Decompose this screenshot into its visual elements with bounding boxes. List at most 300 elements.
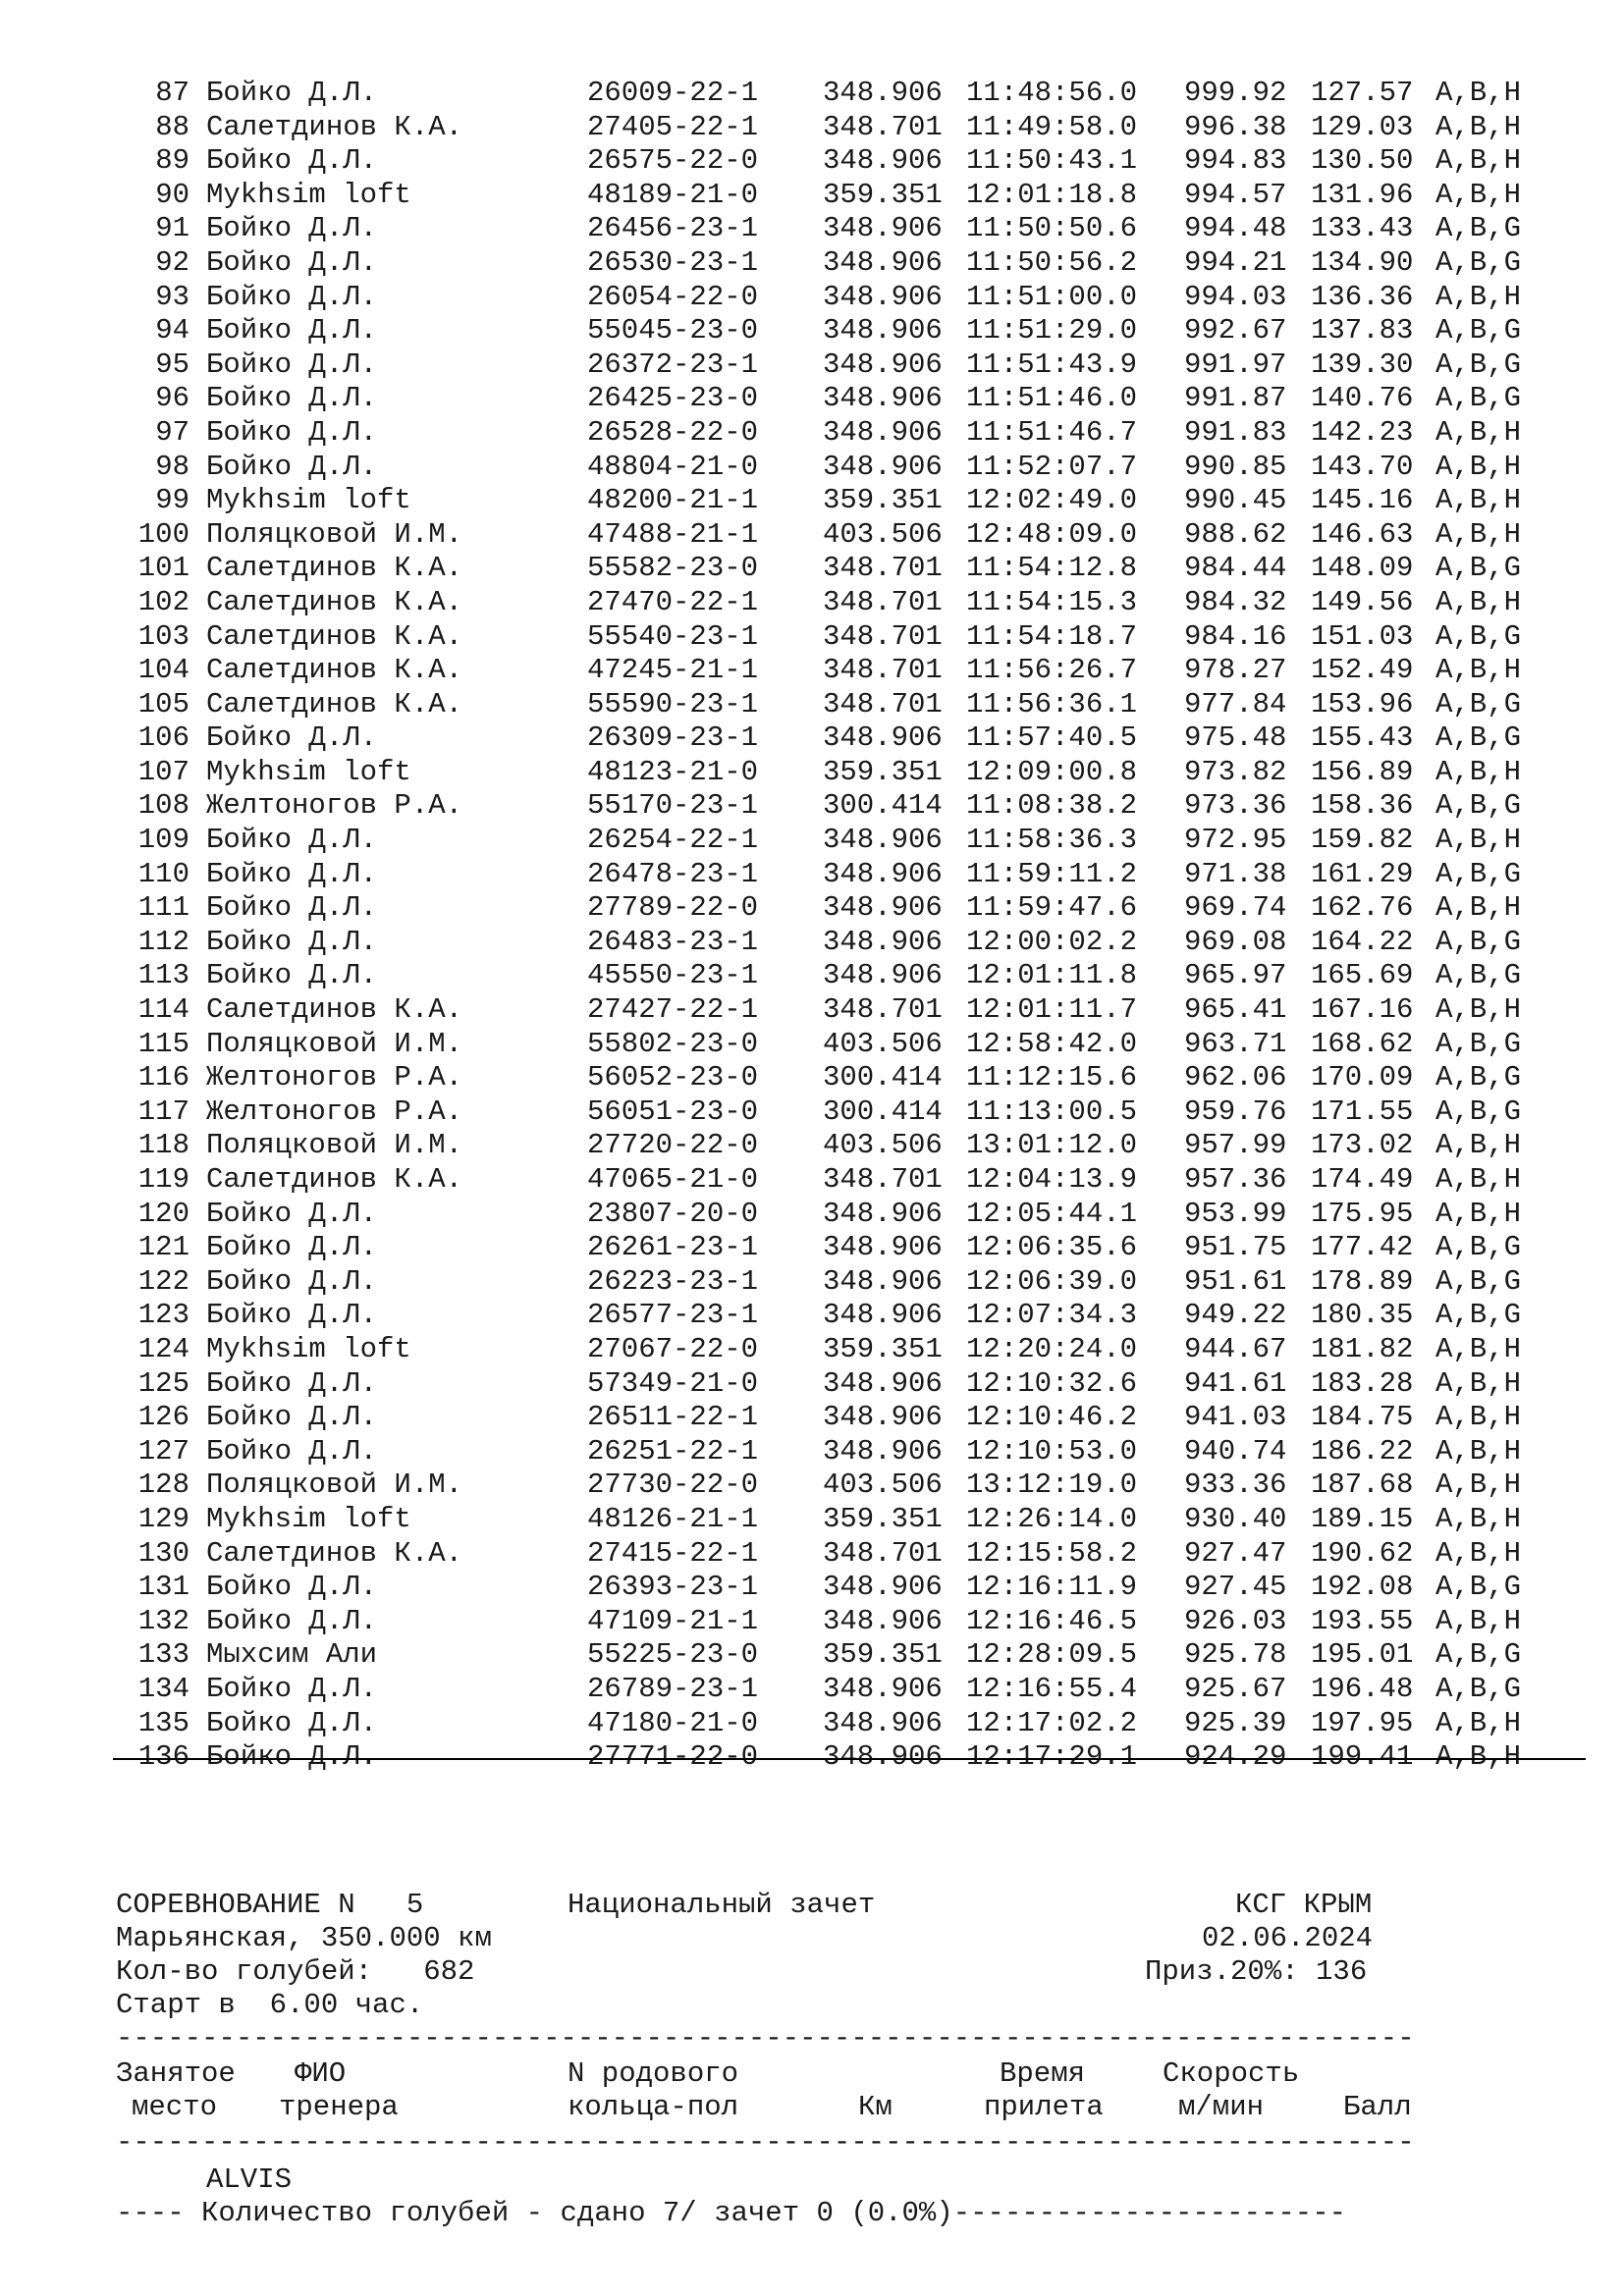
table-row bbox=[0, 1638, 1624, 1673]
cell-km: 348.906 bbox=[823, 1197, 943, 1230]
cell-speed: 944.67 bbox=[1184, 1332, 1287, 1365]
bird-count: Кол-во голубей: 682 bbox=[116, 1955, 475, 1988]
cell-time: 12:05:44.1 bbox=[966, 1197, 1138, 1230]
cell-name: Бойко Д.Л. bbox=[206, 415, 378, 449]
table-row bbox=[0, 348, 1624, 383]
cell-points: 184.75 bbox=[1311, 1401, 1414, 1434]
cell-cat: A,B,G bbox=[1435, 1638, 1522, 1672]
table-row bbox=[0, 959, 1624, 993]
cell-km: 348.906 bbox=[823, 245, 943, 279]
cell-points: 130.50 bbox=[1311, 144, 1414, 178]
cell-time: 12:06:39.0 bbox=[966, 1264, 1138, 1298]
cell-speed: 990.85 bbox=[1184, 450, 1287, 483]
cell-time: 12:01:18.8 bbox=[966, 178, 1138, 211]
cell-cat: A,B,G bbox=[1435, 552, 1522, 585]
table-row bbox=[0, 1129, 1624, 1163]
table-row bbox=[0, 1707, 1624, 1741]
cell-place: 96 bbox=[155, 382, 189, 415]
cell-cat: A,B,G bbox=[1435, 1061, 1522, 1095]
cell-speed: 957.99 bbox=[1184, 1129, 1287, 1162]
cell-km: 348.701 bbox=[823, 110, 943, 143]
cell-ring: 55540-23-1 bbox=[587, 619, 759, 653]
cell-points: 134.90 bbox=[1311, 245, 1414, 279]
cell-cat: A,B,H bbox=[1435, 1129, 1522, 1162]
cell-ring: 56052-23-0 bbox=[587, 1061, 759, 1095]
cell-km: 300.414 bbox=[823, 1095, 943, 1128]
cell-cat: A,B,G bbox=[1435, 1672, 1522, 1705]
table-row bbox=[0, 1095, 1624, 1130]
cell-ring: 27789-22-0 bbox=[587, 891, 759, 925]
cell-place: 126 bbox=[137, 1401, 189, 1434]
cell-speed: 951.75 bbox=[1184, 1231, 1287, 1264]
cell-points: 149.56 bbox=[1311, 585, 1414, 618]
cell-speed: 963.71 bbox=[1184, 1027, 1287, 1060]
cell-ring: 26223-23-1 bbox=[587, 1264, 759, 1298]
cell-time: 12:20:24.0 bbox=[966, 1332, 1138, 1365]
cell-time: 12:10:46.2 bbox=[966, 1401, 1138, 1434]
cell-ring: 45550-23-1 bbox=[587, 959, 759, 992]
cell-points: 139.30 bbox=[1311, 347, 1414, 381]
cell-time: 12:17:29.1 bbox=[966, 1740, 1138, 1774]
table-row bbox=[0, 891, 1624, 926]
cell-time: 12:04:13.9 bbox=[966, 1163, 1138, 1196]
cell-ring: 26054-22-0 bbox=[587, 280, 759, 313]
cell-km: 348.701 bbox=[823, 687, 943, 721]
cell-time: 11:51:43.9 bbox=[966, 347, 1138, 381]
cell-ring: 48200-21-1 bbox=[587, 484, 759, 517]
cell-cat: A,B,H bbox=[1435, 1434, 1522, 1468]
cell-points: 161.29 bbox=[1311, 857, 1414, 890]
cell-place: 98 bbox=[155, 450, 189, 483]
cell-speed: 941.03 bbox=[1184, 1401, 1287, 1434]
cell-speed: 949.22 bbox=[1184, 1299, 1287, 1332]
cell-name: Бойко Д.Л. bbox=[206, 1706, 378, 1739]
cell-speed: 962.06 bbox=[1184, 1061, 1287, 1095]
cell-name: Салетдинов К.А. bbox=[206, 110, 463, 143]
table-row bbox=[0, 451, 1624, 485]
cell-place: 122 bbox=[137, 1264, 189, 1298]
cell-ring: 26456-23-1 bbox=[587, 212, 759, 245]
table-row bbox=[0, 1571, 1624, 1605]
cell-points: 133.43 bbox=[1311, 212, 1414, 245]
cell-place: 107 bbox=[137, 755, 189, 788]
cell-points: 192.08 bbox=[1311, 1571, 1414, 1604]
cell-points: 171.55 bbox=[1311, 1095, 1414, 1128]
cell-km: 348.906 bbox=[823, 857, 943, 890]
cell-place: 106 bbox=[137, 721, 189, 755]
cell-ring: 27067-22-0 bbox=[587, 1332, 759, 1365]
cell-cat: A,B,G bbox=[1435, 959, 1522, 992]
cell-ring: 27470-22-1 bbox=[587, 585, 759, 618]
cell-ring: 27771-22-0 bbox=[587, 1740, 759, 1774]
cell-place: 104 bbox=[137, 654, 189, 687]
cell-time: 13:12:19.0 bbox=[966, 1468, 1138, 1502]
table-row bbox=[0, 858, 1624, 892]
cell-cat: A,B,H bbox=[1435, 110, 1522, 143]
cell-ring: 26511-22-1 bbox=[587, 1401, 759, 1434]
cell-place: 112 bbox=[137, 925, 189, 958]
cell-name: Бойко Д.Л. bbox=[206, 1366, 378, 1400]
cell-speed: 978.27 bbox=[1184, 654, 1287, 687]
cell-name: Mykhsim loft bbox=[206, 484, 411, 517]
cell-cat: A,B,H bbox=[1435, 993, 1522, 1027]
cell-ring: 56051-23-0 bbox=[587, 1095, 759, 1128]
results-table bbox=[0, 77, 1624, 1775]
cell-time: 11:13:00.5 bbox=[966, 1095, 1138, 1128]
cell-km: 348.906 bbox=[823, 1299, 943, 1332]
cell-time: 12:16:55.4 bbox=[966, 1672, 1138, 1705]
cell-ring: 47109-21-1 bbox=[587, 1604, 759, 1637]
cell-cat: A,B,G bbox=[1435, 382, 1522, 415]
cell-name: Салетдинов К.А. bbox=[206, 654, 463, 687]
cell-time: 11:51:29.0 bbox=[966, 314, 1138, 347]
cell-name: Бойко Д.Л. bbox=[206, 1231, 378, 1264]
cell-place: 135 bbox=[137, 1706, 189, 1739]
cell-name: Бойко Д.Л. bbox=[206, 824, 378, 857]
cell-time: 12:16:46.5 bbox=[966, 1604, 1138, 1637]
cell-name: Салетдинов К.А. bbox=[206, 993, 463, 1027]
cell-speed: 984.32 bbox=[1184, 585, 1287, 618]
cell-place: 93 bbox=[155, 280, 189, 313]
cell-place: 116 bbox=[137, 1061, 189, 1095]
cell-ring: 47488-21-1 bbox=[587, 517, 759, 551]
cell-ring: 48123-21-0 bbox=[587, 755, 759, 788]
table-row bbox=[0, 993, 1624, 1028]
cell-ring: 26483-23-1 bbox=[587, 925, 759, 958]
cell-name: Салетдинов К.А. bbox=[206, 1536, 463, 1570]
cell-name: Бойко Д.Л. bbox=[206, 1299, 378, 1332]
cell-km: 300.414 bbox=[823, 1061, 943, 1095]
cell-name: Салетдинов К.А. bbox=[206, 687, 463, 721]
col-ring-label: N родового bbox=[568, 2057, 739, 2090]
cell-points: 193.55 bbox=[1311, 1604, 1414, 1637]
cell-ring: 26575-22-0 bbox=[587, 144, 759, 178]
cell-ring: 26789-23-1 bbox=[587, 1672, 759, 1705]
cell-km: 403.506 bbox=[823, 1129, 943, 1162]
cell-name: Бойко Д.Л. bbox=[206, 1604, 378, 1637]
cell-speed: 925.67 bbox=[1184, 1672, 1287, 1705]
cell-speed: 996.38 bbox=[1184, 110, 1287, 143]
cell-cat: A,B,G bbox=[1435, 245, 1522, 279]
cell-km: 359.351 bbox=[823, 1638, 943, 1672]
table-row bbox=[0, 688, 1624, 722]
cell-speed: 969.08 bbox=[1184, 925, 1287, 958]
cell-km: 348.906 bbox=[823, 721, 943, 755]
cell-points: 197.95 bbox=[1311, 1706, 1414, 1739]
cell-place: 101 bbox=[137, 552, 189, 585]
table-row bbox=[0, 552, 1624, 586]
cell-points: 155.43 bbox=[1311, 721, 1414, 755]
cell-place: 123 bbox=[137, 1299, 189, 1332]
cell-ring: 26478-23-1 bbox=[587, 857, 759, 890]
table-row bbox=[0, 281, 1624, 315]
cell-ring: 26530-23-1 bbox=[587, 245, 759, 279]
cell-place: 129 bbox=[137, 1502, 189, 1535]
cell-cat: A,B,H bbox=[1435, 484, 1522, 517]
cell-points: 174.49 bbox=[1311, 1163, 1414, 1196]
cell-speed: 984.44 bbox=[1184, 552, 1287, 585]
cell-place: 118 bbox=[137, 1129, 189, 1162]
cell-cat: A,B,G bbox=[1435, 1095, 1522, 1128]
cell-name: Бойко Д.Л. bbox=[206, 450, 378, 483]
cell-time: 11:51:00.0 bbox=[966, 280, 1138, 313]
cell-time: 12:16:11.9 bbox=[966, 1571, 1138, 1604]
cell-points: 173.02 bbox=[1311, 1129, 1414, 1162]
cell-km: 348.906 bbox=[823, 144, 943, 178]
cell-km: 348.906 bbox=[823, 1434, 943, 1468]
cell-time: 12:00:02.2 bbox=[966, 925, 1138, 958]
cell-time: 11:12:15.6 bbox=[966, 1061, 1138, 1095]
organization: КСГ КРЫМ bbox=[1235, 1889, 1373, 1921]
cell-km: 348.701 bbox=[823, 619, 943, 653]
table-row bbox=[0, 1265, 1624, 1300]
cell-name: Бойко Д.Л. bbox=[206, 891, 378, 925]
cell-ring: 55582-23-0 bbox=[587, 552, 759, 585]
table-row bbox=[0, 586, 1624, 620]
cell-cat: A,B,H bbox=[1435, 144, 1522, 178]
cell-points: 136.36 bbox=[1311, 280, 1414, 313]
cell-speed: 994.83 bbox=[1184, 144, 1287, 178]
cell-time: 11:56:36.1 bbox=[966, 687, 1138, 721]
table-row bbox=[0, 926, 1624, 960]
cell-points: 127.57 bbox=[1311, 77, 1414, 109]
cell-ring: 55802-23-0 bbox=[587, 1027, 759, 1060]
cell-speed: 991.87 bbox=[1184, 382, 1287, 415]
cell-points: 129.03 bbox=[1311, 110, 1414, 143]
cell-name: Бойко Д.Л. bbox=[206, 280, 378, 313]
cell-speed: 990.45 bbox=[1184, 484, 1287, 517]
cell-time: 12:07:34.3 bbox=[966, 1299, 1138, 1332]
cell-points: 195.01 bbox=[1311, 1638, 1414, 1672]
table-row bbox=[0, 1198, 1624, 1232]
cell-speed: 969.74 bbox=[1184, 891, 1287, 925]
cell-speed: 940.74 bbox=[1184, 1434, 1287, 1468]
cell-place: 87 bbox=[155, 77, 189, 109]
cell-name: Мыхсим Али bbox=[206, 1638, 378, 1672]
table-row bbox=[0, 824, 1624, 858]
cell-time: 11:51:46.7 bbox=[966, 415, 1138, 449]
cell-place: 125 bbox=[137, 1366, 189, 1400]
cell-points: 146.63 bbox=[1311, 517, 1414, 551]
cell-km: 300.414 bbox=[823, 789, 943, 823]
cell-place: 97 bbox=[155, 415, 189, 449]
cell-place: 103 bbox=[137, 619, 189, 653]
cell-points: 175.95 bbox=[1311, 1197, 1414, 1230]
cell-cat: A,B,G bbox=[1435, 721, 1522, 755]
cell-ring: 55045-23-0 bbox=[587, 314, 759, 347]
cell-km: 348.906 bbox=[823, 280, 943, 313]
cell-cat: A,B,G bbox=[1435, 857, 1522, 890]
cell-cat: A,B,H bbox=[1435, 1468, 1522, 1502]
cell-km: 348.701 bbox=[823, 654, 943, 687]
table-row bbox=[0, 77, 1624, 111]
cell-cat: A,B,H bbox=[1435, 77, 1522, 109]
cell-cat: A,B,H bbox=[1435, 891, 1522, 925]
cell-cat: A,B,H bbox=[1435, 1163, 1522, 1196]
cell-speed: 959.76 bbox=[1184, 1095, 1287, 1128]
cell-time: 11:50:56.2 bbox=[966, 245, 1138, 279]
cell-name: Поляцковой И.М. bbox=[206, 1027, 463, 1060]
cell-ring: 48126-21-1 bbox=[587, 1502, 759, 1535]
cell-time: 11:57:40.5 bbox=[966, 721, 1138, 755]
cell-place: 90 bbox=[155, 178, 189, 211]
cell-cat: A,B,G bbox=[1435, 212, 1522, 245]
cell-points: 164.22 bbox=[1311, 925, 1414, 958]
competition-number: СОРЕВНОВАНИЕ N 5 bbox=[116, 1889, 424, 1921]
cell-ring: 57349-21-0 bbox=[587, 1366, 759, 1400]
cell-name: Бойко Д.Л. bbox=[206, 721, 378, 755]
cell-speed: 926.03 bbox=[1184, 1604, 1287, 1637]
cell-place: 115 bbox=[137, 1027, 189, 1060]
cell-ring: 26425-23-0 bbox=[587, 382, 759, 415]
cell-name: Поляцковой И.М. bbox=[206, 517, 463, 551]
cell-name: Бойко Д.Л. bbox=[206, 1434, 378, 1468]
cell-name: Салетдинов К.А. bbox=[206, 585, 463, 618]
cell-speed: 988.62 bbox=[1184, 517, 1287, 551]
cell-time: 12:01:11.8 bbox=[966, 959, 1138, 992]
cell-time: 12:10:32.6 bbox=[966, 1366, 1138, 1400]
cell-ring: 47245-21-1 bbox=[587, 654, 759, 687]
cell-cat: A,B,G bbox=[1435, 314, 1522, 347]
cell-speed: 975.48 bbox=[1184, 721, 1287, 755]
cell-points: 156.89 bbox=[1311, 755, 1414, 788]
cell-ring: 55225-23-0 bbox=[587, 1638, 759, 1672]
cell-name: Бойко Д.Л. bbox=[206, 77, 378, 109]
cell-name: Mykhsim loft bbox=[206, 755, 411, 788]
col-name-label: ФИО bbox=[295, 2057, 347, 2090]
cell-ring: 27720-22-0 bbox=[587, 1129, 759, 1162]
cell-speed: 994.21 bbox=[1184, 245, 1287, 279]
team-summary: ---- Количество голубей - сдано 7/ зачет 0 (0.0%)----------------------- bbox=[116, 2197, 1347, 2229]
cell-time: 11:49:58.0 bbox=[966, 110, 1138, 143]
cell-place: 94 bbox=[155, 314, 189, 347]
cell-name: Поляцковой И.М. bbox=[206, 1468, 463, 1502]
cell-points: 187.68 bbox=[1311, 1468, 1414, 1502]
cell-place: 124 bbox=[137, 1332, 189, 1365]
cell-time: 12:26:14.0 bbox=[966, 1502, 1138, 1535]
cell-ring: 26261-23-1 bbox=[587, 1231, 759, 1264]
cell-ring: 26393-23-1 bbox=[587, 1571, 759, 1604]
table-row bbox=[0, 382, 1624, 416]
table-row bbox=[0, 144, 1624, 179]
cell-name: Бойко Д.Л. bbox=[206, 1740, 378, 1774]
cell-place: 134 bbox=[137, 1672, 189, 1705]
cell-place: 95 bbox=[155, 347, 189, 381]
cell-cat: A,B,H bbox=[1435, 755, 1522, 788]
cell-place: 132 bbox=[137, 1604, 189, 1637]
cell-name: Mykhsim loft bbox=[206, 1502, 411, 1535]
team-name: ALVIS bbox=[206, 2163, 293, 2196]
cell-km: 348.906 bbox=[823, 1604, 943, 1637]
cell-points: 177.42 bbox=[1311, 1231, 1414, 1264]
cell-ring: 23807-20-0 bbox=[587, 1197, 759, 1230]
cell-time: 12:15:58.2 bbox=[966, 1536, 1138, 1570]
cell-ring: 55590-23-1 bbox=[587, 687, 759, 721]
table-row bbox=[0, 1401, 1624, 1435]
cell-time: 11:50:43.1 bbox=[966, 144, 1138, 178]
cell-speed: 994.48 bbox=[1184, 212, 1287, 245]
table-row bbox=[0, 789, 1624, 824]
cell-speed: 977.84 bbox=[1184, 687, 1287, 721]
cell-time: 12:28:09.5 bbox=[966, 1638, 1138, 1672]
cell-speed: 973.82 bbox=[1184, 755, 1287, 788]
cell-speed: 965.41 bbox=[1184, 993, 1287, 1027]
cell-km: 403.506 bbox=[823, 517, 943, 551]
cell-speed: 965.97 bbox=[1184, 959, 1287, 992]
cell-points: 167.16 bbox=[1311, 993, 1414, 1027]
table-row bbox=[0, 212, 1624, 246]
cell-km: 348.701 bbox=[823, 552, 943, 585]
table-row bbox=[0, 484, 1624, 518]
cell-time: 12:17:02.2 bbox=[966, 1706, 1138, 1739]
cell-km: 403.506 bbox=[823, 1027, 943, 1060]
cell-km: 348.906 bbox=[823, 891, 943, 925]
col-km-label: Км bbox=[858, 2091, 893, 2123]
cell-time: 12:06:35.6 bbox=[966, 1231, 1138, 1264]
cell-place: 111 bbox=[137, 891, 189, 925]
cell-name: Бойко Д.Л. bbox=[206, 925, 378, 958]
cell-cat: A,B,G bbox=[1435, 1299, 1522, 1332]
cell-name: Бойко Д.Л. bbox=[206, 857, 378, 890]
col-place-sublabel: место bbox=[132, 2091, 218, 2123]
cell-points: 142.23 bbox=[1311, 415, 1414, 449]
cell-place: 89 bbox=[155, 144, 189, 178]
cell-points: 168.62 bbox=[1311, 1027, 1414, 1060]
cell-time: 11:59:11.2 bbox=[966, 857, 1138, 890]
competition-type: Национальный зачет bbox=[568, 1889, 876, 1921]
cell-points: 159.82 bbox=[1311, 824, 1414, 857]
cell-name: Бойко Д.Л. bbox=[206, 314, 378, 347]
table-row bbox=[0, 1163, 1624, 1198]
cell-km: 348.906 bbox=[823, 925, 943, 958]
prize-info: Приз.20%: 136 bbox=[1145, 1955, 1368, 1988]
cell-time: 11:56:26.7 bbox=[966, 654, 1138, 687]
cell-name: Поляцковой И.М. bbox=[206, 1129, 463, 1162]
cell-name: Салетдинов К.А. bbox=[206, 619, 463, 653]
cell-ring: 26254-22-1 bbox=[587, 824, 759, 857]
cell-km: 348.906 bbox=[823, 1264, 943, 1298]
table-row bbox=[0, 1333, 1624, 1367]
cell-cat: A,B,H bbox=[1435, 1740, 1522, 1774]
cell-ring: 27405-22-1 bbox=[587, 110, 759, 143]
cell-name: Бойко Д.Л. bbox=[206, 212, 378, 245]
cell-cat: A,B,H bbox=[1435, 1536, 1522, 1570]
cell-speed: 924.29 bbox=[1184, 1740, 1287, 1774]
cell-points: 183.28 bbox=[1311, 1366, 1414, 1400]
table-row bbox=[0, 1537, 1624, 1572]
cell-km: 359.351 bbox=[823, 755, 943, 788]
date: 02.06.2024 bbox=[1202, 1922, 1374, 1954]
cell-km: 348.701 bbox=[823, 1536, 943, 1570]
table-row bbox=[0, 1435, 1624, 1469]
col-ring-sublabel: кольца-пол bbox=[568, 2091, 739, 2123]
cell-ring: 26577-23-1 bbox=[587, 1299, 759, 1332]
cell-place: 117 bbox=[137, 1095, 189, 1128]
cell-points: 181.82 bbox=[1311, 1332, 1414, 1365]
cell-speed: 991.83 bbox=[1184, 415, 1287, 449]
cell-time: 11:58:36.3 bbox=[966, 824, 1138, 857]
table-row bbox=[0, 721, 1624, 756]
cell-place: 120 bbox=[137, 1197, 189, 1230]
table-row bbox=[0, 1503, 1624, 1537]
cell-km: 348.906 bbox=[823, 415, 943, 449]
cell-ring: 47065-21-0 bbox=[587, 1163, 759, 1196]
cell-place: 127 bbox=[137, 1434, 189, 1468]
cell-name: Бойко Д.Л. bbox=[206, 144, 378, 178]
cell-speed: 984.16 bbox=[1184, 619, 1287, 653]
cell-speed: 972.95 bbox=[1184, 824, 1287, 857]
cell-km: 348.906 bbox=[823, 824, 943, 857]
